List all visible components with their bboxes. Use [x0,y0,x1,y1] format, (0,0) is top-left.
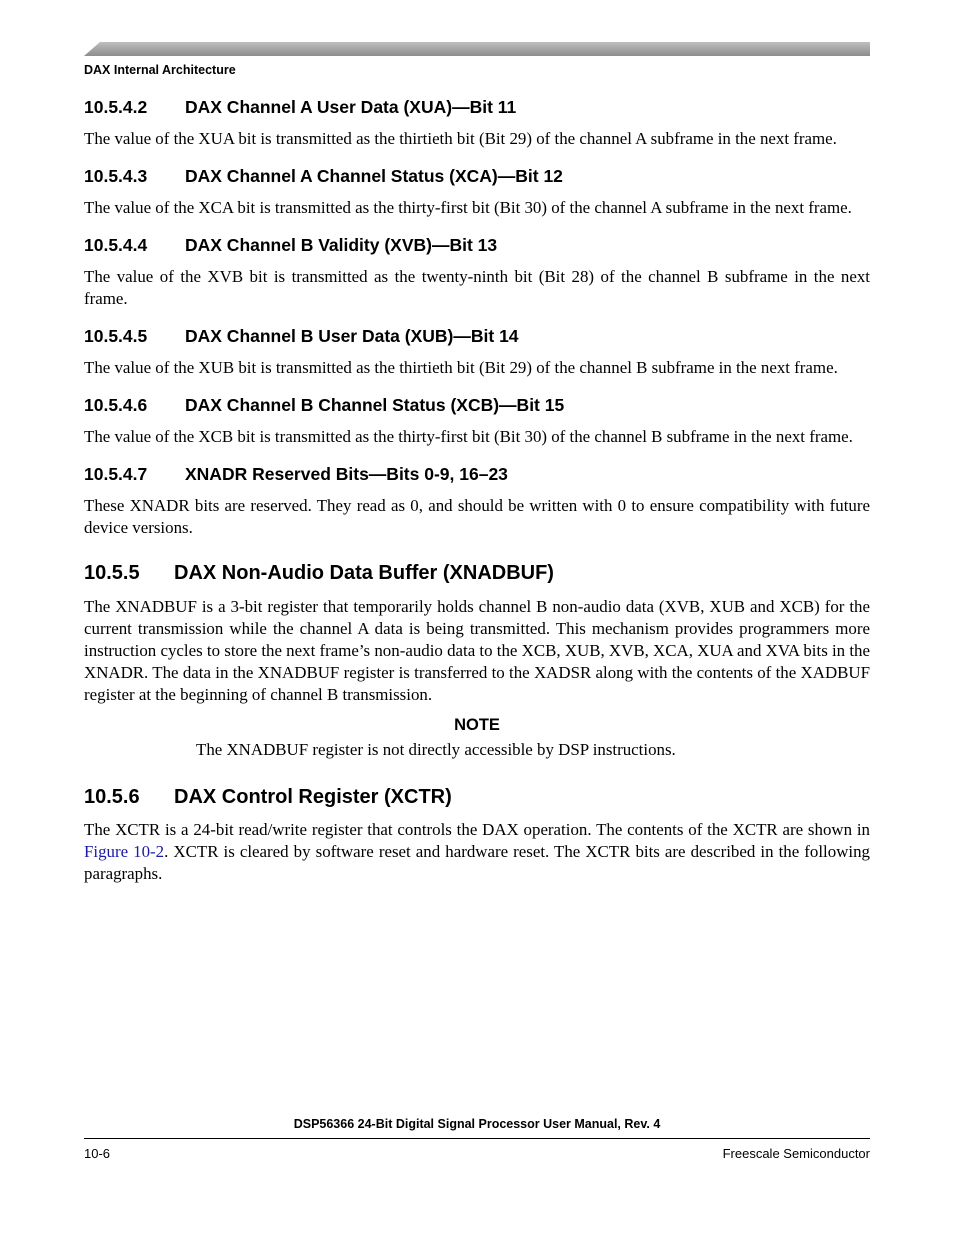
footer-company: Freescale Semiconductor [722,1146,870,1161]
section-10-5-5 [84,561,870,761]
section-body: These XNADR bits are reserved. They read as 0, and should be written with 0 to ensure compatibility with future device versions. [84,496,870,537]
figure-10-2-link[interactable]: Figure 10-2 [84,842,165,861]
section-title: DAX Channel A User Data (XUA)—Bit 11 [185,97,517,117]
section-body: The value of the XVB bit is transmitted as the twenty-ninth bit (Bit 28) of the channel B subframe in the next frame. [84,267,870,308]
section-10-5-6 [84,785,870,885]
section-number: 10.5.4.5 [84,326,148,346]
page-content [84,96,870,885]
section-number: 10.5.5 [84,562,140,584]
section-10-5-4-6 [84,394,870,448]
section-heading [84,325,870,347]
body-text-after-link: . XCTR is cleared by software reset and hardware reset. The XCTR bits are described in the following paragraphs. [84,842,870,883]
section-heading [84,463,870,485]
section-title: DAX Channel B Validity (XVB)—Bit 13 [185,235,498,255]
footer-title: DSP56366 24-Bit Digital Signal Processor User Manual, Rev. 4 [293,1117,661,1131]
header-bar [84,42,870,56]
section-heading [84,165,870,187]
section-title: DAX Control Register (XCTR) [174,786,452,808]
footer-rule [84,1138,870,1139]
section-number: 10.5.4.3 [84,166,148,186]
section-body: The value of the XCB bit is transmitted as the thirty-first bit (Bit 30) of the channel B subframe in the next frame. [84,427,853,446]
note-title: NOTE [454,716,500,734]
section-10-5-4-3 [84,165,870,219]
section-10-5-4-7 [84,463,870,539]
running-head: DAX Internal Architecture [84,63,236,77]
section-10-5-4-4 [84,234,870,310]
section-body: The value of the XCA bit is transmitted as the thirty-first bit (Bit 30) of the channel A subframe in the next frame. [84,198,852,217]
section-heading [84,394,870,416]
section-title: DAX Channel B User Data (XUB)—Bit 14 [185,326,519,346]
section-title: XNADR Reserved Bits—Bits 0-9, 16–23 [185,464,508,484]
section-title: DAX Channel A Channel Status (XCA)—Bit 12 [185,166,563,186]
section-10-5-4-2 [84,96,870,150]
section-body: The XNADBUF is a 3-bit register that temporarily holds channel B non-audio data (XVB, XUB and XCB) for the current transmission while the channel A data is being transmitted. This mechanism provides programmers more instruction cycles to store the next frame’s non-audio data to the XCB, XUB, XVB, XCA, XUA and XVA bits in the XNADR. The data in the XNADBUF register is transferred to the XADSR along with the contents of the XADBUF register at the beginning of channel B transmission. [84,597,870,704]
note-body: The XNADBUF register is not directly accessible by DSP instructions. [196,740,676,759]
section-body: The value of the XUB bit is transmitted as the thirtieth bit (Bit 29) of the channel B subframe in the next frame. [84,358,838,377]
section-heading [84,234,870,256]
section-body [84,819,870,885]
section-number: 10.5.4.2 [84,97,148,117]
section-number: 10.5.4.7 [84,464,148,484]
section-heading [84,785,870,809]
section-heading [84,96,870,118]
section-number: 10.5.4.4 [84,235,148,255]
section-number: 10.5.6 [84,786,140,808]
body-text-before-link: The XCTR is a 24-bit read/write register that controls the DAX operation. The contents of the XCTR are shown in [84,820,870,839]
section-number: 10.5.4.6 [84,395,148,415]
section-title: DAX Non-Audio Data Buffer (XNADBUF) [174,562,554,584]
section-heading [84,561,870,585]
section-title: DAX Channel B Channel Status (XCB)—Bit 15 [185,395,565,415]
page-number: 10-6 [84,1146,111,1161]
section-body: The value of the XUA bit is transmitted as the thirtieth bit (Bit 29) of the channel A subframe in the next frame. [84,129,837,148]
section-10-5-4-5 [84,325,870,379]
